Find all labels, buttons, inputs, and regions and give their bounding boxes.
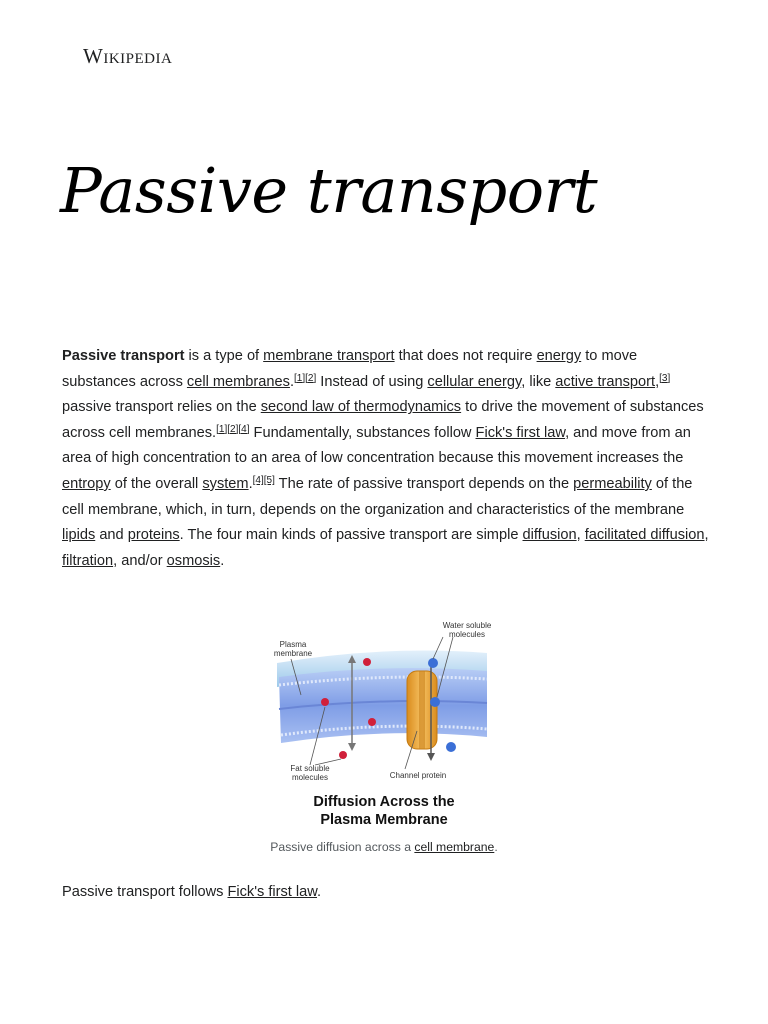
intro-text: to drive the movement of substances across cell membranes. bbox=[62, 399, 704, 441]
intro-text: Fundamentally, substances follow bbox=[249, 424, 476, 441]
citation bbox=[294, 373, 305, 384]
article-link[interactable]: system bbox=[202, 475, 249, 492]
article-link[interactable]: second law of thermodynamics bbox=[260, 399, 462, 416]
caption-suffix: . bbox=[494, 840, 498, 854]
intro-text: to move substances across bbox=[62, 348, 638, 390]
link-ficks-first-law[interactable]: Fick's first law bbox=[227, 884, 318, 900]
citation-link[interactable]: [3] bbox=[659, 372, 671, 384]
citation bbox=[238, 424, 249, 435]
intro-text: , bbox=[655, 373, 660, 390]
citation-link[interactable]: [1] bbox=[216, 423, 228, 435]
label-channel: Channel protein bbox=[389, 771, 447, 780]
citation-link[interactable]: [2] bbox=[305, 372, 317, 384]
citation bbox=[216, 424, 227, 435]
intro-text: passive transport relies on the bbox=[62, 399, 261, 416]
article-link[interactable]: proteins bbox=[127, 527, 180, 544]
article-link[interactable]: lipids bbox=[62, 527, 96, 544]
intro-text: , like bbox=[521, 373, 556, 390]
intro-text: . bbox=[289, 373, 294, 390]
diffusion-figure[interactable] bbox=[265, 615, 505, 835]
page-title: Passive transport bbox=[60, 154, 598, 227]
citation bbox=[305, 373, 316, 384]
article-link[interactable]: diffusion bbox=[522, 527, 577, 544]
citation-link[interactable]: [2] bbox=[227, 423, 239, 435]
citation bbox=[264, 475, 275, 486]
label-plasma-2: membrane bbox=[273, 649, 313, 658]
intro-text: and bbox=[95, 527, 128, 544]
label-fat-1: Fat soluble bbox=[290, 764, 330, 773]
intro-text: , bbox=[576, 527, 585, 544]
label-fat-2: molecules bbox=[291, 773, 329, 782]
article-link[interactable]: permeability bbox=[573, 475, 652, 492]
label-plasma-1: Plasma bbox=[279, 640, 307, 649]
intro-text: . bbox=[220, 552, 225, 569]
article-link[interactable]: cell membranes bbox=[186, 373, 290, 390]
citation bbox=[659, 373, 670, 384]
article-link[interactable]: entropy bbox=[62, 475, 111, 492]
label-water-1: Water soluble bbox=[442, 621, 492, 630]
intro-text: of the overall bbox=[110, 475, 203, 492]
intro-paragraph bbox=[62, 344, 712, 574]
article-link[interactable]: filtration bbox=[62, 552, 114, 569]
article-link[interactable]: cellular energy bbox=[427, 373, 522, 390]
intro-bold-term: Passive transport bbox=[62, 348, 185, 364]
intro-text: is a type of bbox=[184, 348, 264, 364]
article-link[interactable]: active transport bbox=[555, 373, 656, 390]
label-water-2: molecules bbox=[448, 630, 486, 639]
citation-link[interactable]: [5] bbox=[263, 474, 275, 486]
intro-text: . The four main kinds of passive transport are simple bbox=[179, 527, 523, 544]
intro-text: , and move from an area of high concentration to an area of low concentration because this movement increases the bbox=[62, 424, 691, 467]
wikipedia-logo[interactable]: Wikipedia bbox=[83, 44, 173, 68]
caption-text: Passive diffusion across a bbox=[270, 840, 415, 854]
citation-link[interactable]: [1] bbox=[294, 372, 306, 384]
citation bbox=[253, 475, 264, 486]
article-link[interactable]: energy bbox=[536, 348, 582, 364]
figure-heading-2: Plasma Membrane bbox=[320, 812, 448, 828]
intro-text: , and/or bbox=[113, 552, 167, 569]
citation bbox=[227, 424, 238, 435]
intro-text: of the cell membrane, which, in turn, depends on the organization and characteristics of the membrane bbox=[62, 475, 693, 518]
figure-caption bbox=[0, 840, 768, 854]
citation-link[interactable]: [4] bbox=[252, 474, 264, 486]
intro-text: , bbox=[704, 527, 709, 544]
article-link[interactable]: Fick's first law bbox=[475, 424, 566, 441]
para2-suffix: . bbox=[317, 884, 322, 900]
article-link[interactable]: facilitated diffusion bbox=[584, 527, 705, 544]
intro-text: that does not require bbox=[394, 348, 537, 364]
article-link[interactable]: osmosis bbox=[166, 552, 221, 569]
intro-text: The rate of passive transport depends on the bbox=[274, 475, 574, 492]
intro-text: Instead of using bbox=[316, 373, 428, 390]
intro-text: . bbox=[248, 475, 253, 492]
citation-link[interactable]: [4] bbox=[238, 423, 250, 435]
figure-heading-1: Diffusion Across the bbox=[313, 794, 455, 810]
article-link[interactable]: membrane transport bbox=[263, 348, 395, 364]
caption-link-cell-membrane[interactable]: cell membrane bbox=[414, 840, 495, 854]
ficks-law-paragraph bbox=[62, 880, 321, 905]
para2-text: Passive transport follows bbox=[62, 884, 228, 900]
diffusion-diagram bbox=[265, 615, 505, 835]
